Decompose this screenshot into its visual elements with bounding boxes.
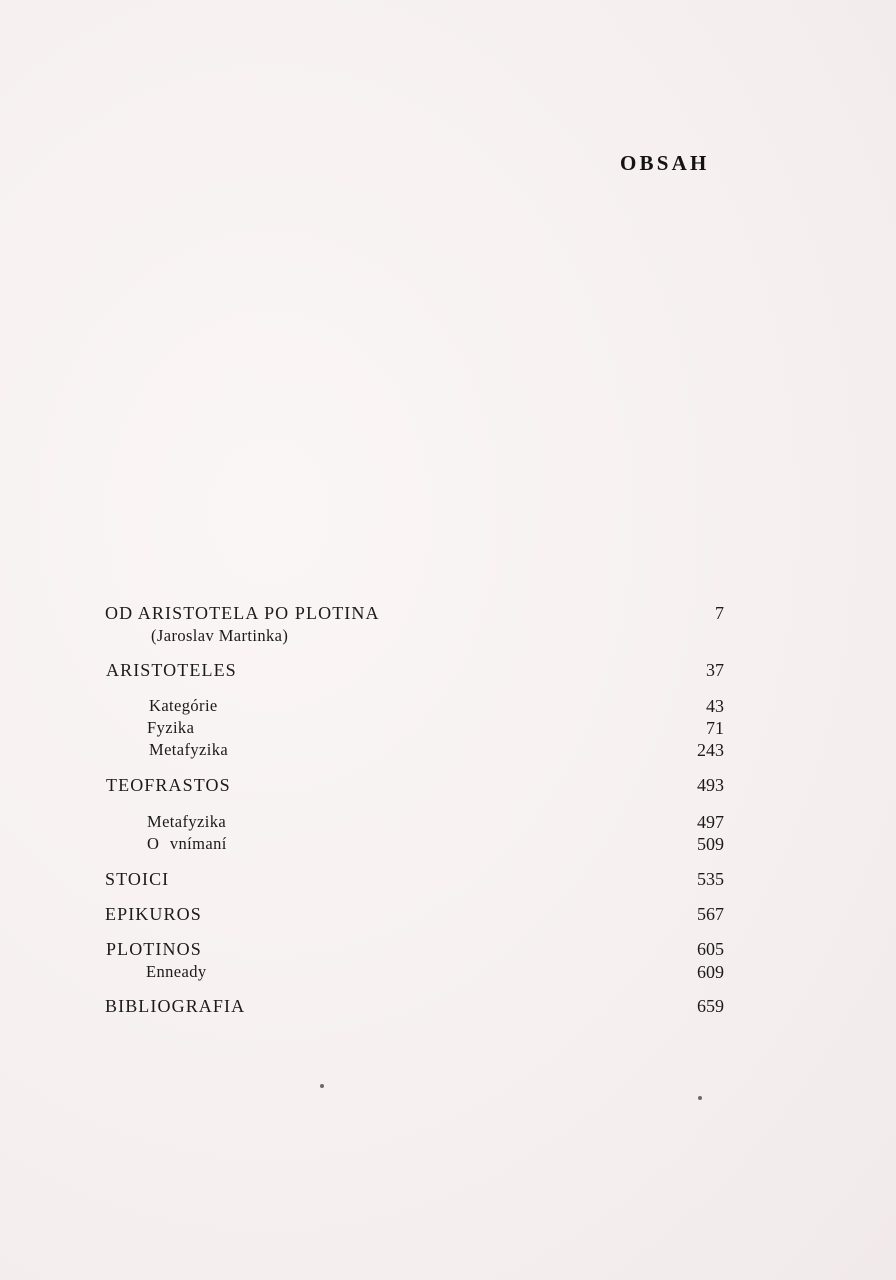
toc-entry-label: Metafyzika [147,812,227,831]
toc-entry-label: TEOFRASTOS [106,775,231,795]
toc-entry-kategorie[interactable] [0,696,896,720]
toc-entry-bibliografia[interactable] [0,996,896,1020]
toc-entry-page: 605 [697,939,724,959]
toc-entry-epikuros[interactable] [0,904,896,928]
toc-entry-label: Kategórie [149,696,218,715]
toc-entry-label: STOICI [105,869,170,889]
toc-entry-stoici[interactable] [0,869,896,893]
toc-entry-enneady[interactable] [0,962,896,986]
toc-entry-page: 7 [715,603,724,623]
toc-entry-plotinos[interactable] [0,939,896,963]
toc-entry-page: 493 [697,775,724,795]
page-speck [698,1096,702,1100]
toc-entry-o-vnimani[interactable] [0,834,896,858]
toc-entry-label: BIBLIOGRAFIA [105,996,246,1016]
toc-entry-od-aristotela-po-plotina[interactable] [0,603,896,627]
toc-entry-label: PLOTINOS [106,939,202,959]
toc-entry-label: (Jaroslav Martinka) [151,626,289,645]
toc-entry-page: 535 [697,869,724,889]
toc-entry-label: OD ARISTOTELA PO PLOTINA [105,603,380,623]
toc-entry-author [0,626,896,650]
page-title: OBSAH [620,151,710,175]
toc-entry-aristoteles[interactable] [0,660,896,684]
toc-entry-page: 43 [706,696,724,716]
toc-entry-page: 567 [697,904,724,924]
toc-entry-page: 243 [697,740,724,760]
page-speck [320,1084,324,1088]
toc-entry-label: O vnímaní [147,834,227,853]
toc-entry-label: Metafyzika [149,740,229,759]
toc-entry-page: 509 [697,834,724,854]
toc-entry-label: ARISTOTELES [106,660,237,680]
toc-entry-page: 609 [697,962,724,982]
toc-entry-teofrastos[interactable] [0,775,896,799]
toc-entry-metafyzika[interactable] [0,740,896,764]
toc-entry-page: 37 [706,660,724,680]
toc-entry-page: 497 [697,812,724,832]
toc-entry-fyzika[interactable] [0,718,896,742]
toc-entry-page: 71 [706,718,724,738]
toc-entry-label: Fyzika [147,718,195,737]
toc-entry-label: Enneady [146,962,207,981]
toc-entry-metafyzika-teofrastos[interactable] [0,812,896,836]
toc-entry-label: EPIKUROS [105,904,202,924]
toc-entry-page: 659 [697,996,724,1016]
